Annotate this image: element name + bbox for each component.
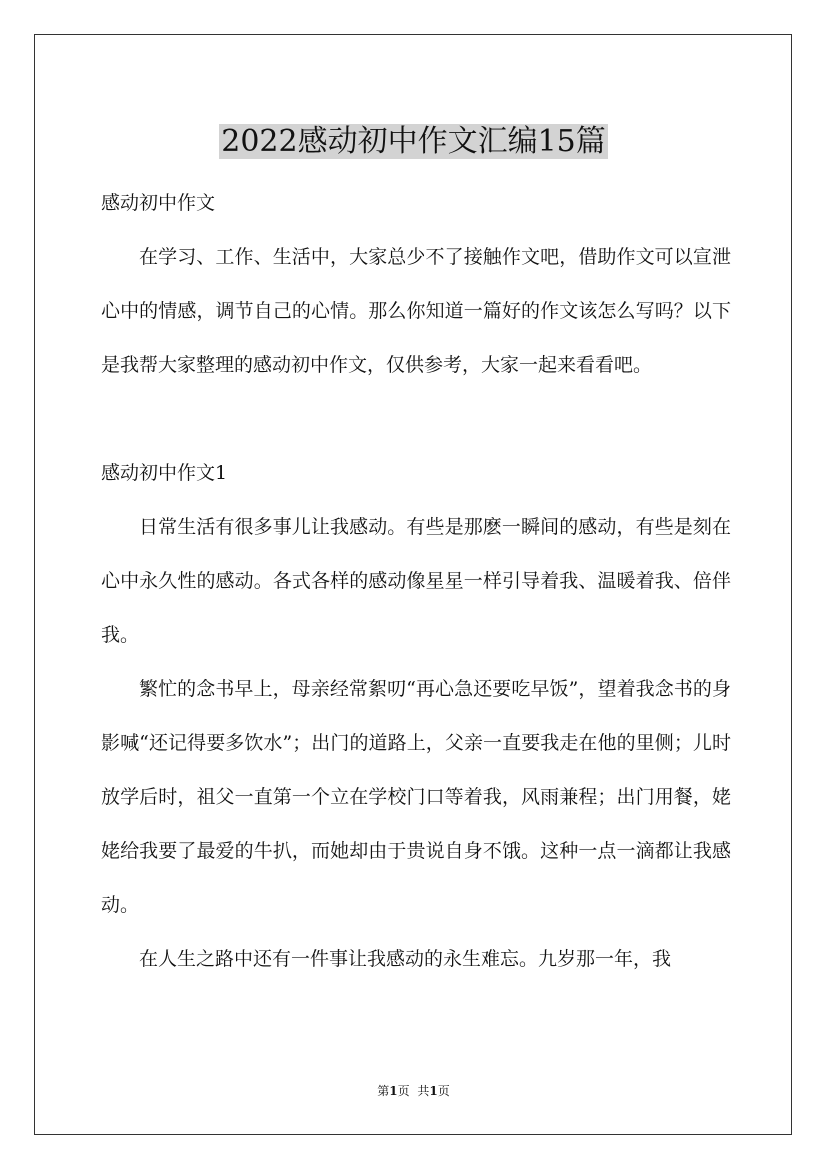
total-label-suffix: 页 bbox=[437, 1084, 450, 1098]
document-title-text: 2022感动初中作文汇编15篇 bbox=[221, 124, 606, 160]
page-label-prefix: 第 bbox=[377, 1084, 390, 1098]
total-pages: 1 bbox=[429, 1084, 438, 1098]
document-body bbox=[101, 176, 731, 986]
section-spacer bbox=[101, 392, 731, 446]
page-label-suffix: 页 bbox=[397, 1084, 410, 1098]
essay1-heading: 感动初中作文1 bbox=[101, 462, 228, 484]
essay1-paragraph-3: 在人生之路中还有一件事让我感动的永生难忘。九岁那一年，我 bbox=[139, 948, 672, 970]
page-footer bbox=[0, 1083, 827, 1099]
intro-paragraph: 在学习、工作、生活中，大家总少不了接触作文吧，借助作文可以宣泄心中的情感，调节自己的心情。那么你知道一篇好的作文该怎么写吗？以下是我帮大家整理的感动初中作文，仅供参考，大家一起来看看吧。 bbox=[101, 246, 731, 376]
total-label-prefix: 共 bbox=[417, 1084, 430, 1098]
page-number: 1 bbox=[389, 1084, 398, 1098]
intro-heading: 感动初中作文 bbox=[101, 192, 216, 214]
essay1-paragraph-2: 繁忙的念书早上，母亲经常絮叨“再心急还要吃早饭”，望着我念书的身影喊“还记得要多饮水”；出门的道路上，父亲一直要我走在他的里侧；儿时放学后时，祖父一直第一个立在学校门口等着我，风雨兼程；出门用餐，姥姥给我要了最爱的牛扒，而她却由于贵说自身不饿。这种一点一滴都让我感动。 bbox=[101, 678, 731, 916]
essay1-paragraph-1: 日常生活有很多事儿让我感动。有些是那麽一瞬间的感动，有些是刻在心中永久性的感动。各式各样的感动像星星一样引导着我、温暖着我、倍伴我。 bbox=[101, 516, 731, 646]
document-title bbox=[0, 122, 827, 162]
